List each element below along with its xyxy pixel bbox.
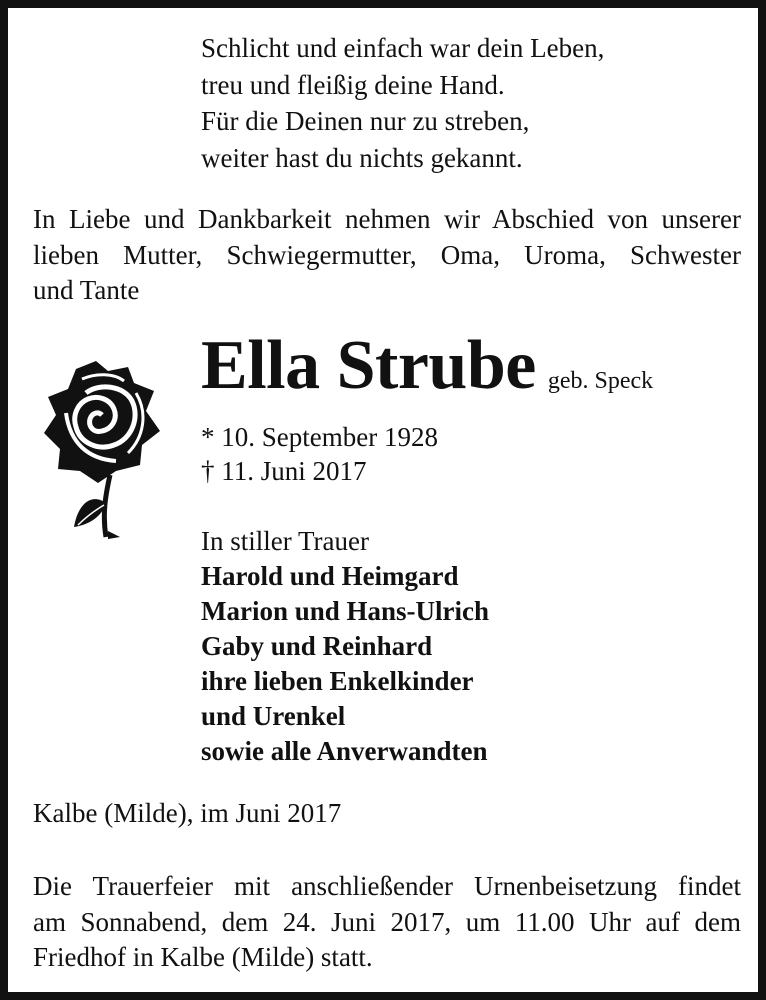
rose-icon (36, 353, 166, 543)
mourner-entry: ihre lieben Enkelkinder (201, 666, 474, 696)
life-dates (201, 420, 438, 488)
farewell-intro (33, 202, 741, 309)
birth-date: * 10. September 1928 (201, 422, 438, 452)
deceased-name: Ella Strube (201, 327, 536, 404)
place-and-date: Kalbe (Milde), im Juni 2017 (33, 798, 342, 828)
mourner-entry: Harold und Heimgard (201, 561, 459, 591)
death-date: † 11. Juni 2017 (201, 456, 367, 486)
intro-line: und Tante (33, 275, 140, 305)
mourner-entry: und Urenkel (201, 701, 346, 731)
mourners-heading: In stiller Trauer (201, 526, 369, 556)
mourners-list (201, 524, 489, 769)
mourner-entry: sowie alle Anverwandten (201, 736, 488, 766)
intro-line: lieben Mutter, Schwiegermutter, Oma, Uroma, Schwester (33, 239, 741, 270)
poem-line: Für die Deinen nur zu streben, (201, 106, 530, 136)
poem-line: Schlicht und einfach war dein Leben, (201, 33, 605, 63)
maiden-name: geb. Speck (547, 368, 654, 394)
intro-line: In Liebe und Dankbarkeit nehmen wir Abschied von unserer (33, 204, 741, 234)
mourner-entry: Marion und Hans-Ulrich (201, 596, 490, 626)
service-line: am Sonnabend, dem 24. Juni 2017, um 11.00 Uhr auf dem (33, 906, 741, 937)
mourner-entry: Gaby und Reinhard (201, 631, 433, 661)
deceased-name-row (201, 326, 653, 406)
poem-line: treu und fleißig deine Hand. (201, 69, 505, 100)
poem-line: weiter hast du nichts gekannt. (201, 142, 523, 173)
memorial-poem (201, 30, 604, 176)
service-line: Friedhof in Kalbe (Milde) statt. (33, 942, 373, 972)
service-line: Die Trauerfeier mit anschließender Urnenbeisetzung findet (33, 871, 741, 901)
funeral-service-info (33, 869, 741, 976)
